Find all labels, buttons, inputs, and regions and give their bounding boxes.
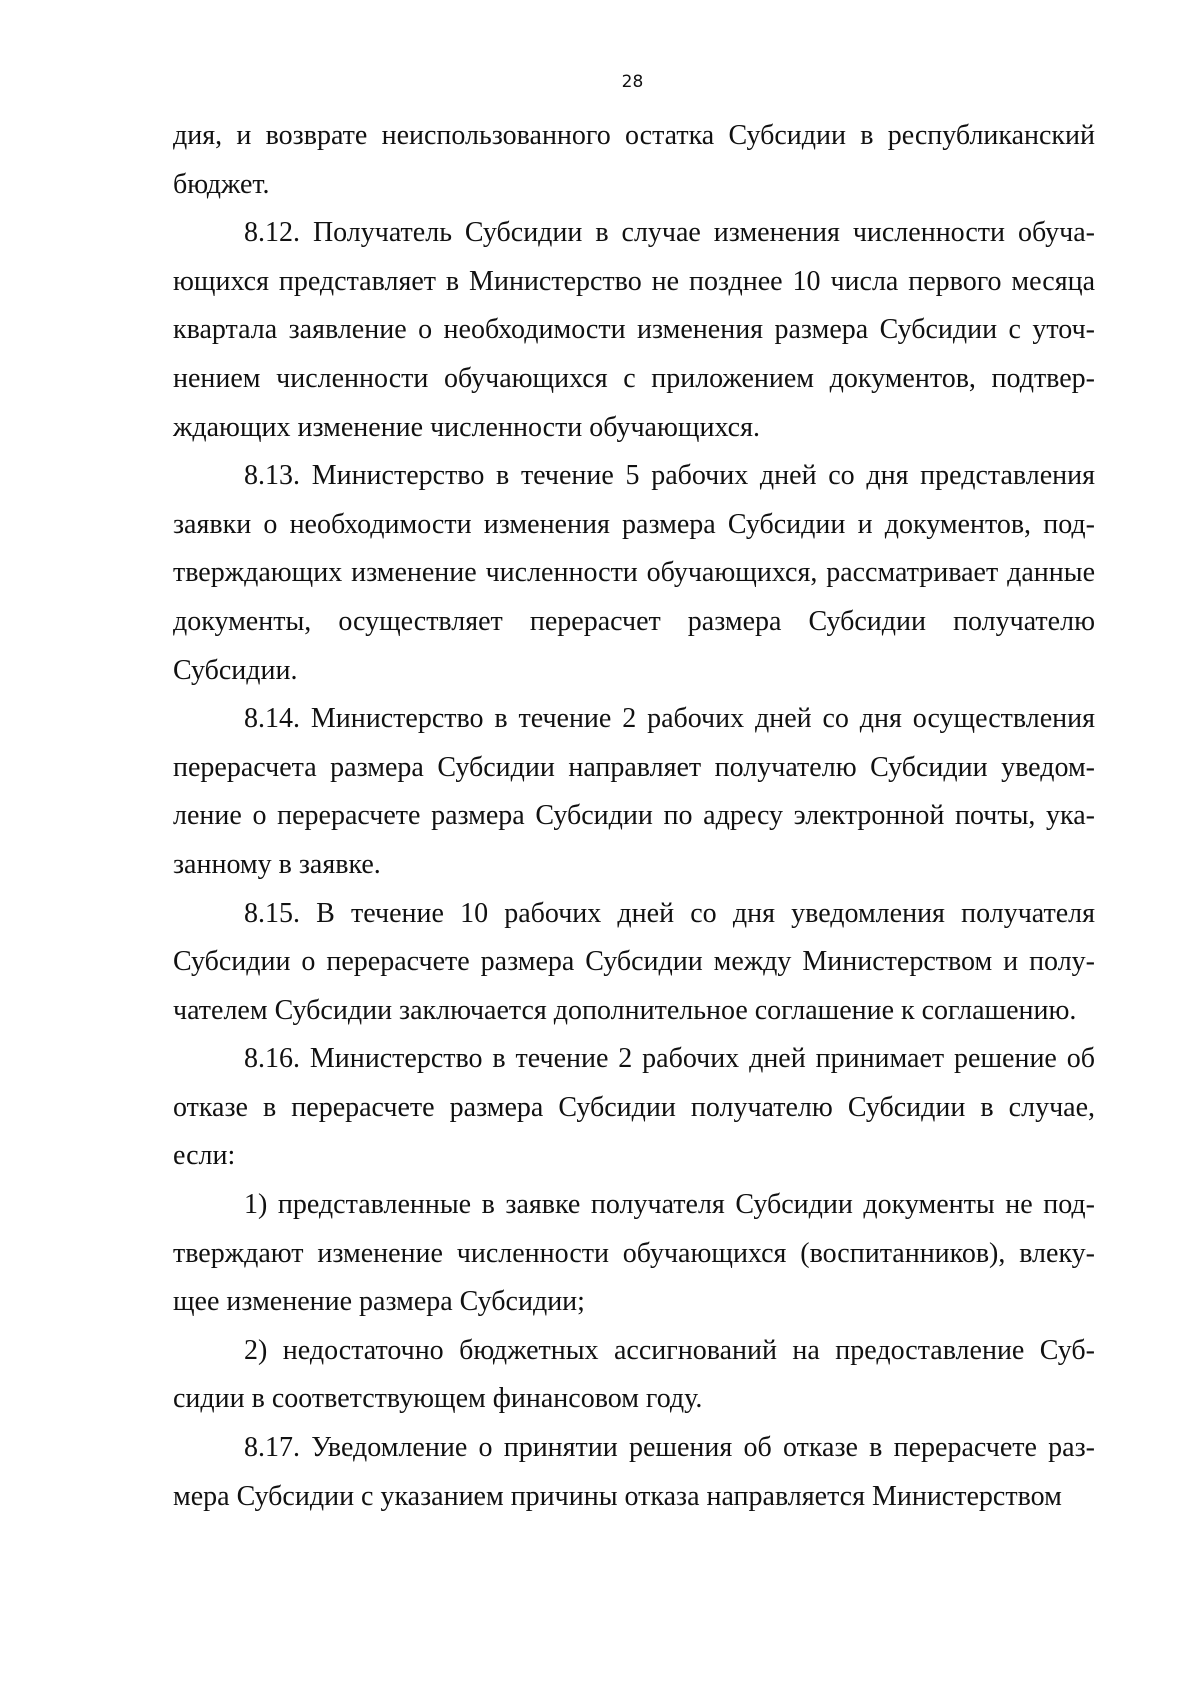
paragraph-continued: дия, и возврате неиспользованного остатка Субсидии в республиканский бюджет. — [173, 120, 1095, 200]
list-item-2: 2) недостаточно бюджетных ассигнований на предоставление Субсидии в соответствующем финансовом году. — [173, 1334, 1095, 1415]
page-number: 28 — [621, 72, 644, 92]
paragraph-8-17: 8.17. Уведомление о принятии решения об отказе в перерасчете размера Субсидии с указанием причины отказа направляется Министерством — [173, 1432, 1095, 1512]
list-item-1: 1) представленные в заявке получателя Субсидии документы не подтверждают изменение численности обучающихся (воспитанников), влекущее изменение размера Субсидии; — [173, 1189, 1095, 1318]
paragraph-8-14: 8.14. Министерство в течение 2 рабочих дней со дня осуществления перерасчета размера Субсидии направляет получателю Субсидии уведомление о перерасчете размера Субсидии по адресу электронной почты, указанному в заявке. — [173, 703, 1095, 880]
document-body — [173, 112, 1095, 1521]
paragraph-8-16: 8.16. Министерство в течение 2 рабочих дней принимает решение об отказе в перерасчете размера Субсидии получателю Субсидии в случае, если: — [173, 1043, 1095, 1172]
paragraph-8-15: 8.15. В течение 10 рабочих дней со дня уведомления получателя Субсидии о перерасчете размера Субсидии между Министерством и получателем Субсидии заключается дополнительное соглашение к соглашению. — [173, 897, 1095, 1026]
paragraph-8-12: 8.12. Получатель Субсидии в случае изменения численности обучающихся представляет в Министерство не позднее 10 числа первого месяца квартала заявление о необходимости изменения размера Субсидии с уточнением численности обучающихся с приложением документов, подтверждающих изменение численности обучающихся. — [173, 217, 1095, 443]
paragraph-8-13: 8.13. Министерство в течение 5 рабочих дней со дня представления заявки о необходимости изменения размера Субсидии и документов, подтверждающих изменение численности обучающихся, рассматривает данные документы, осуществляет перерасчет размера Субсидии получателю Субсидии. — [173, 460, 1095, 686]
